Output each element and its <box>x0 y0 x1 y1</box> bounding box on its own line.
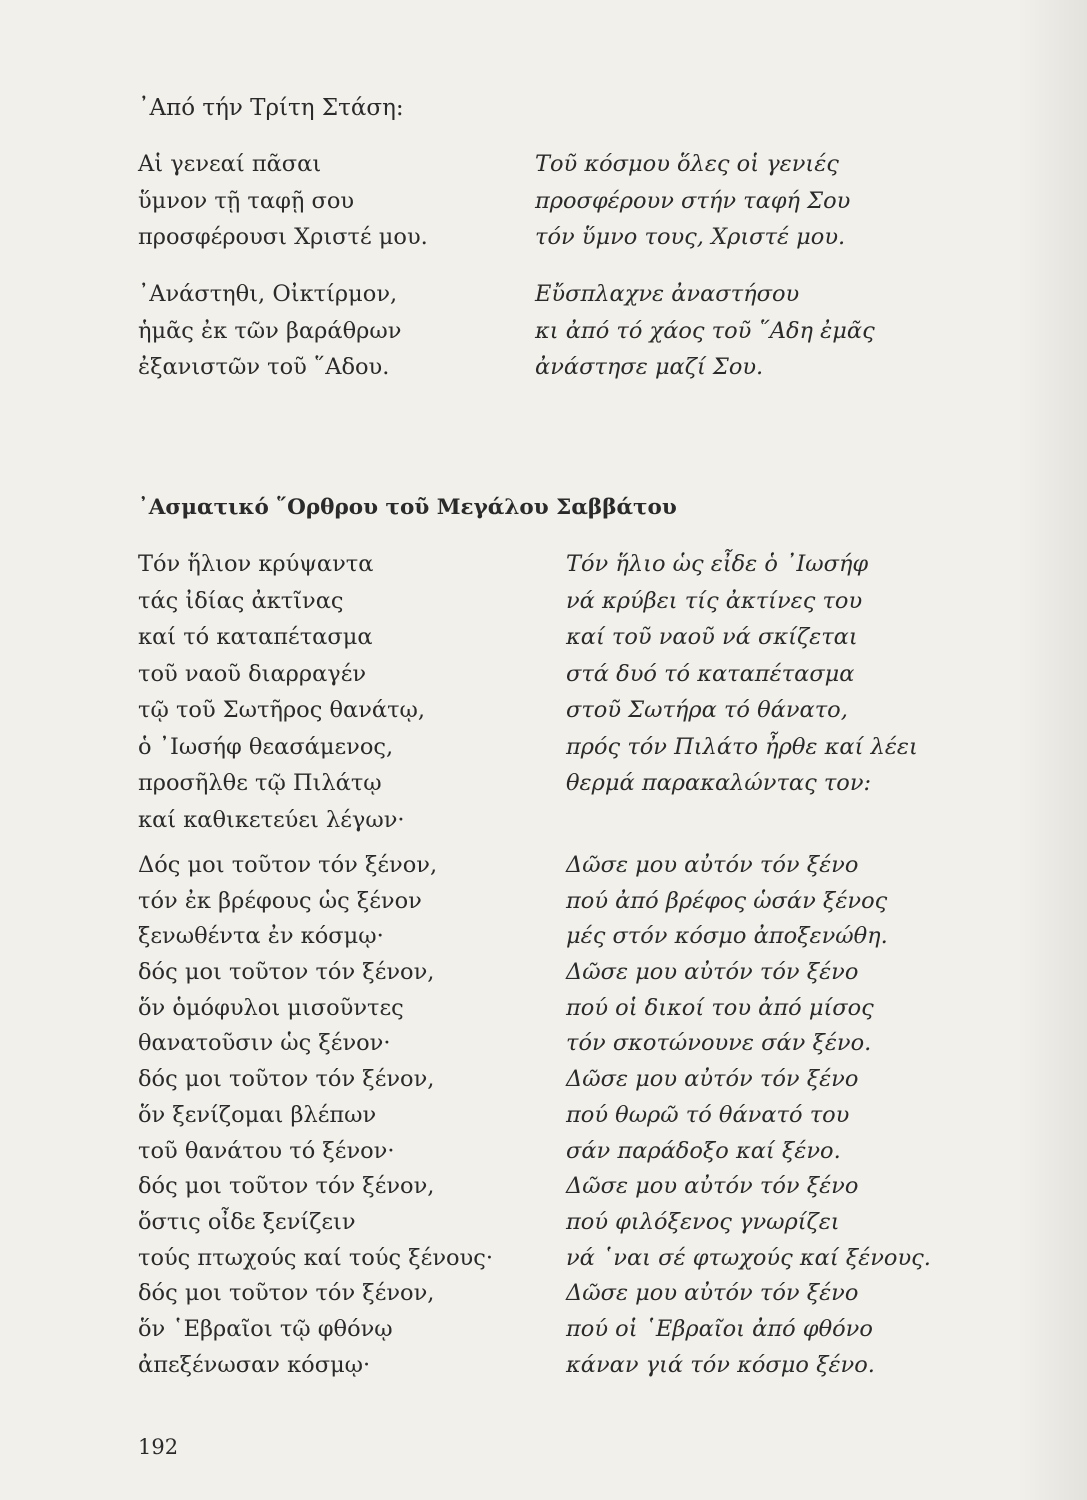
verse-line: Δός μοι τοῦτον τόν ξένον, <box>138 852 438 878</box>
verse-line: ξενωθέντα ἐν κόσμῳ· <box>138 923 384 950</box>
modern-stanza-1 <box>535 146 850 256</box>
greek-stanza-3 <box>138 546 425 838</box>
page-edge-shadow <box>1017 0 1087 1500</box>
translation-line: Δῶσε μου αὐτόν τόν ξένο <box>566 1173 859 1200</box>
translation-line: τόν σκοτώνουνε σάν ξένο. <box>566 1030 872 1057</box>
translation-line: Τόν ἥλιο ὡς εἶδε ὁ ᾿Ιωσήφ <box>566 551 869 577</box>
greek-stanza-2 <box>138 276 401 386</box>
page-number: 192 <box>138 1435 179 1459</box>
translation-line: Δῶσε μου αὐτόν τόν ξένο <box>566 959 859 986</box>
verse-line: ὁ ᾿Ιωσήφ θεασάμενος, <box>138 733 394 760</box>
verse-line: ἀπεξένωσαν κόσμῳ· <box>138 1351 371 1378</box>
verse-line: ὅστις οἶδε ξενίζειν <box>138 1208 356 1235</box>
verse-line: τῷ τοῦ Σωτῆρος θανάτῳ, <box>138 697 426 723</box>
verse-line: δός μοι τοῦτον τόν ξένον, <box>138 959 435 986</box>
verse-line: τόν ἐκ βρέφους ὡς ξένον <box>138 887 422 914</box>
translation-line: κι ἀπό τό χάος τοῦ ῞Αδη ἐμᾶς <box>535 317 875 344</box>
translation-line: καί τοῦ ναοῦ νά σκίζεται <box>566 624 858 650</box>
section-heading-third-stasis: ᾿Από τήν Τρίτη Στάση: <box>138 95 404 121</box>
verse-line: ἡμᾶς ἐκ τῶν βαράθρων <box>138 317 402 344</box>
verse-line: δός μοι τοῦτον τόν ξένον, <box>138 1280 435 1307</box>
verse-line: τούς πτωχούς καί τούς ξένους· <box>138 1244 493 1271</box>
verse-line: ὅν ὁμόφυλοι μισοῦντες <box>138 994 404 1021</box>
greek-stanza-1 <box>138 146 428 256</box>
verse-line: προσῆλθε τῷ Πιλάτῳ <box>138 770 382 796</box>
translation-line: νά κρύβει τίς ἀκτίνες του <box>566 587 863 614</box>
verse-line: ὅν ῾Εβραῖοι τῷ φθόνῳ <box>138 1315 393 1342</box>
translation-line: προσφέρουν στήν ταφή Σου <box>535 187 851 214</box>
modern-stanza-3 <box>566 546 918 802</box>
translation-line: πού οἱ ῾Εβραῖοι ἀπό φθόνο <box>566 1315 873 1342</box>
translation-line: στά δυό τό καταπέτασμα <box>566 660 855 687</box>
verse-line: ᾿Ανάστηθι, Οἰκτίρμον, <box>138 281 398 307</box>
verse-line: Τόν ἥλιον κρύψαντα <box>138 551 374 577</box>
section-heading-orthros: ᾿Ασματικό ῞Ορθρου τοῦ Μεγάλου Σαββάτου <box>138 495 677 520</box>
verse-line: καί καθικετεύει λέγων· <box>138 806 405 833</box>
translation-line: Δῶσε μου αὐτόν τόν ξένο <box>566 1280 859 1307</box>
translation-line: ἀνάστησε μαζί Σου. <box>535 354 764 380</box>
translation-line: θερμά παρακαλώντας τον: <box>566 770 872 796</box>
translation-line: Δῶσε μου αὐτόν τόν ξένο <box>566 1066 859 1093</box>
verse-line: ἐξανιστῶν τοῦ ῞Αδου. <box>138 354 390 380</box>
translation-line: σάν παράδοξο καί ξένο. <box>566 1137 841 1164</box>
translation-line: μές στόν κόσμο ἀποξενώθη. <box>566 923 888 950</box>
translation-line: Εὔσπλαχνε ἀναστήσου <box>535 281 800 307</box>
verse-line: Αἱ γενεαί πᾶσαι <box>138 151 322 177</box>
translation-line: πού ἀπό βρέφος ὡσάν ξένος <box>566 887 888 914</box>
translation-line: πού θωρῶ τό θάνατό του <box>566 1101 850 1128</box>
translation-line: Δῶσε μου αὐτόν τόν ξένο <box>566 852 859 878</box>
verse-line: ὅν ξενίζομαι βλέπων <box>138 1101 377 1128</box>
translation-line: στοῦ Σωτήρα τό θάνατο, <box>566 697 848 723</box>
verse-line: τάς ἰδίας ἀκτῖνας <box>138 587 344 614</box>
translation-line: τόν ὕμνο τους, Χριστέ μου. <box>535 224 846 250</box>
translation-line: Τοῦ κόσμου ὅλες οἱ γενιές <box>535 151 839 177</box>
modern-stanza-2 <box>535 276 875 386</box>
verse-line: δός μοι τοῦτον τόν ξένον, <box>138 1066 435 1093</box>
verse-line: τοῦ θανάτου τό ξένον· <box>138 1137 395 1164</box>
verse-line: δός μοι τοῦτον τόν ξένον, <box>138 1173 435 1200</box>
verse-line: τοῦ ναοῦ διαρραγέν <box>138 660 367 687</box>
translation-line: νά ῾ναι σέ φτωχούς καί ξένους. <box>566 1244 931 1271</box>
translation-line: πού οἱ δικοί του ἀπό μίσος <box>566 994 874 1021</box>
verse-line: προσφέρουσι Χριστέ μου. <box>138 224 428 250</box>
verse-line: θανατοῦσιν ὡς ξένον· <box>138 1030 391 1057</box>
modern-stanza-4 <box>566 847 931 1382</box>
verse-line: ὕμνον τῇ ταφῇ σου <box>138 187 355 214</box>
translation-line: πού φιλόξενος γνωρίζει <box>566 1208 840 1235</box>
verse-line: καί τό καταπέτασμα <box>138 624 373 650</box>
greek-stanza-4 <box>138 847 493 1382</box>
translation-line: πρός τόν Πιλάτο ἦρθε καί λέει <box>566 733 918 760</box>
translation-line: κάναν γιά τόν κόσμο ξένο. <box>566 1351 875 1378</box>
